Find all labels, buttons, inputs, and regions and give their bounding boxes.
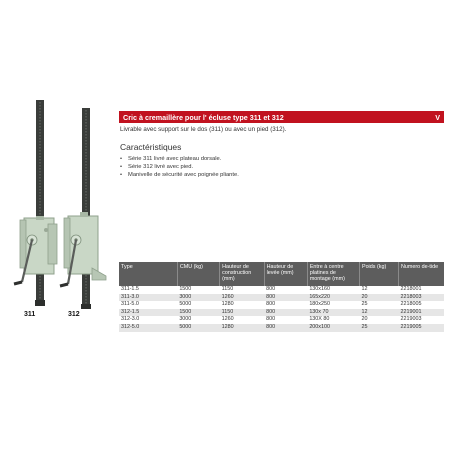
product-label-311: 311 bbox=[24, 311, 36, 318]
table-row bbox=[119, 316, 444, 324]
cell-construction-height: 1150 bbox=[220, 309, 264, 317]
table-row bbox=[119, 309, 444, 317]
cell-lift-height: 800 bbox=[266, 316, 276, 323]
cell-type: 312-1.5 bbox=[119, 309, 177, 317]
cell-part-number: 2219003 bbox=[400, 316, 422, 323]
cell-cmu: 1500 bbox=[177, 309, 219, 317]
feature-item: • Série 311 livré avec plateau dorsale. bbox=[120, 155, 239, 163]
col-header-construction-height: Hauteur de construction (mm) bbox=[220, 262, 264, 286]
cell-part-number: 2218005 bbox=[400, 301, 422, 308]
cell-lift-height: 800 bbox=[264, 294, 307, 302]
cell-type: 311-1.5 bbox=[121, 286, 139, 292]
cell-lift-height: 800 bbox=[266, 301, 276, 308]
cell-type: 312-3.0 bbox=[121, 316, 140, 323]
col-header-lift-height: Hauteur de levée (mm) bbox=[264, 262, 307, 286]
cell-cmu: 3000 bbox=[179, 316, 192, 323]
cell-cmu: 5000 bbox=[177, 324, 219, 332]
cell-plate-spacing: 180x250 bbox=[309, 301, 330, 308]
cell-plate-spacing: 200x100 bbox=[307, 324, 359, 332]
cell-cmu: 1500 bbox=[179, 286, 192, 292]
col-header-plate-spacing: Entre à centre platines de montage (mm) bbox=[307, 262, 359, 286]
cell-part-number: 2218001 bbox=[400, 286, 422, 292]
cell-cmu: 3000 bbox=[177, 294, 219, 302]
specs-table bbox=[119, 262, 444, 332]
product-subtitle: Livrable avec support sur le dos (311) ou avec un pied (312). bbox=[120, 126, 287, 133]
section-title-characteristics: Caractéristiques bbox=[120, 142, 182, 152]
col-header-cmu: CMU (kg) bbox=[177, 262, 219, 286]
jack-312-image bbox=[60, 108, 106, 309]
rack-jack-illustration bbox=[10, 100, 110, 330]
cell-part-number: 2219005 bbox=[398, 324, 444, 332]
col-header-weight: Poids (kg) bbox=[359, 262, 398, 286]
col-header-part-number: Numero de-tide bbox=[398, 262, 444, 286]
header-marker: V bbox=[435, 112, 440, 122]
cell-weight: 25 bbox=[359, 324, 398, 332]
header-bar bbox=[119, 111, 444, 123]
table-row bbox=[119, 301, 444, 309]
cell-plate-spacing: 130X 80 bbox=[309, 316, 330, 323]
cell-type: 312-5.0 bbox=[119, 324, 177, 332]
feature-list bbox=[120, 155, 239, 180]
cell-lift-height: 800 bbox=[266, 286, 276, 292]
cell-weight: 25 bbox=[361, 301, 368, 308]
cell-construction-height: 1280 bbox=[221, 301, 234, 308]
cell-type: 311-5.0 bbox=[121, 301, 139, 308]
table-row bbox=[119, 286, 444, 294]
cell-type: 311-3.0 bbox=[119, 294, 177, 302]
cell-construction-height: 1150 bbox=[221, 286, 234, 292]
table-row bbox=[119, 324, 444, 332]
cell-weight: 20 bbox=[359, 294, 398, 302]
cell-lift-height: 800 bbox=[264, 324, 307, 332]
cell-weight: 12 bbox=[361, 286, 368, 292]
cell-plate-spacing: 165x220 bbox=[307, 294, 359, 302]
cell-plate-spacing: 130x160 bbox=[309, 286, 330, 292]
cell-cmu: 5000 bbox=[179, 301, 192, 308]
cell-construction-height: 1260 bbox=[220, 294, 264, 302]
cell-construction-height: 1280 bbox=[220, 324, 264, 332]
header-title: Cric à cremaillère pour l' écluse type 311 et 312 bbox=[123, 112, 284, 122]
cell-plate-spacing: 130x 70 bbox=[307, 309, 359, 317]
feature-item: • Manivelle de sécurité avec poignée pliante. bbox=[120, 171, 239, 179]
col-header-type: Type bbox=[119, 262, 177, 286]
cell-part-number: 2219001 bbox=[398, 309, 444, 317]
cell-lift-height: 800 bbox=[264, 309, 307, 317]
cell-weight: 12 bbox=[359, 309, 398, 317]
cell-part-number: 2218003 bbox=[398, 294, 444, 302]
feature-item: • Série 312 livré avec pied. bbox=[120, 163, 239, 171]
jack-311-image bbox=[14, 100, 57, 306]
cell-weight: 20 bbox=[361, 316, 368, 323]
table-header-row bbox=[119, 262, 444, 286]
cell-construction-height: 1260 bbox=[221, 316, 234, 323]
product-label-312: 312 bbox=[68, 311, 80, 318]
table-row bbox=[119, 294, 444, 302]
